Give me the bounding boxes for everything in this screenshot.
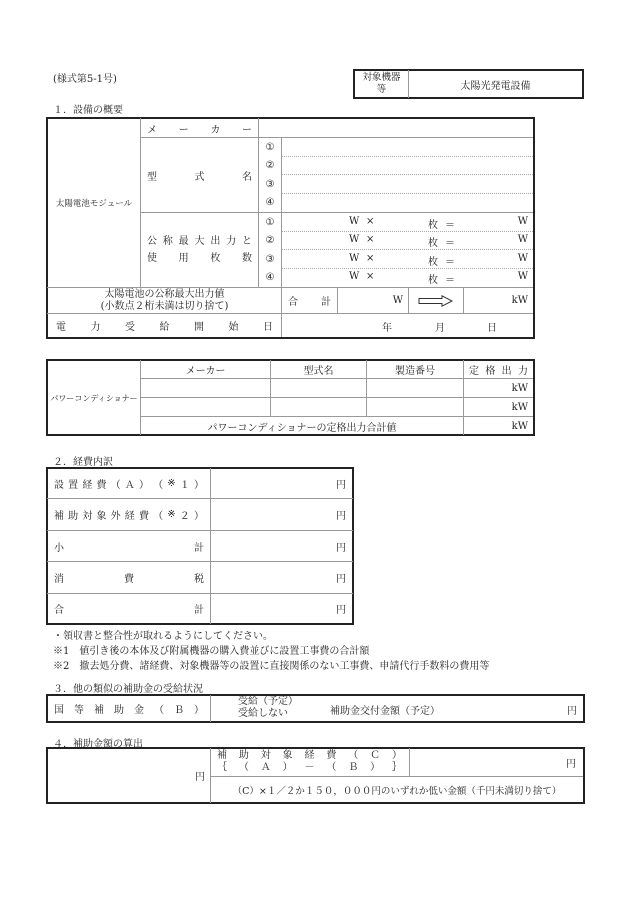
subtotal-field[interactable]: 円: [336, 542, 346, 554]
label-char: 計: [194, 605, 204, 616]
label-char: 費: [326, 750, 337, 761]
option-not-receiving[interactable]: 受給しない: [238, 708, 288, 719]
label-char: ー: [241, 124, 252, 136]
header-rated-output: [464, 361, 533, 378]
label-char: 対: [82, 511, 93, 522]
label-char: 計: [321, 297, 331, 308]
equals-sign: ＝: [445, 257, 455, 268]
solar-module-label: 太陽電池モジュール: [55, 199, 133, 209]
year-unit: 年: [382, 323, 392, 334]
label-char: ）: [194, 705, 204, 716]
row-number: ③: [265, 178, 275, 190]
label-char: 力: [226, 236, 237, 247]
model-name-field[interactable]: [282, 193, 533, 212]
consumption-tax-label: [48, 562, 210, 593]
pc-serial-field[interactable]: [367, 398, 463, 416]
label-char: 最: [178, 236, 189, 247]
label-char: －: [304, 762, 315, 773]
pc-maker-field[interactable]: [141, 398, 270, 416]
label-char: 称: [162, 236, 173, 247]
target-equipment-label: [355, 70, 408, 98]
target-equipment-value: 太陽光発電設備: [460, 80, 531, 92]
label-char: （: [348, 750, 359, 761]
label-char: ー: [178, 124, 189, 136]
label-char: Ｂ: [348, 762, 359, 773]
installation-cost-label: [48, 468, 210, 498]
sheets-unit: 枚: [428, 257, 438, 268]
model-name-label: [141, 138, 258, 212]
note-receipt: ・領収書と整合性が取れるようにしてください。: [53, 631, 273, 642]
pc-rated-output-field[interactable]: kW: [511, 382, 528, 394]
label-char: 国: [54, 705, 64, 716]
non-subsidy-cost-label: [48, 499, 210, 530]
total-w-field[interactable]: W: [392, 295, 403, 306]
target-cost-label: [211, 748, 409, 776]
label-char: 補: [54, 511, 64, 522]
unit-w: W: [349, 216, 360, 227]
row-number: ③: [265, 253, 275, 265]
times-sign: ×: [366, 271, 375, 282]
pc-total-field[interactable]: kW: [511, 420, 528, 432]
pc-serial-field[interactable]: [367, 379, 463, 397]
arrow-right-icon: [409, 288, 463, 313]
unit-w: W: [517, 216, 528, 227]
label-char: 合: [288, 297, 298, 308]
label-char: 象: [282, 750, 293, 761]
target-label-line2: 等: [376, 84, 387, 95]
nominal-max-output-label: [48, 288, 281, 313]
header-serial-number: 製造番号: [395, 366, 435, 377]
label-char: 用: [178, 253, 189, 264]
label-char: ※: [167, 477, 176, 489]
label-char: 費: [138, 511, 149, 522]
note-2: ※2 撤去処分費、諸経費、対象機器等の設置に直接関係のない工事費、申請代行手数料の費用等: [53, 661, 490, 672]
subtotal-label: [48, 531, 210, 561]
label-char: ２: [179, 511, 190, 522]
sheets-unit: 枚: [428, 220, 438, 231]
row-number: ②: [265, 234, 275, 246]
label-char: 式: [194, 171, 205, 183]
label-char: ）: [138, 479, 149, 491]
row-number: ④: [265, 197, 275, 208]
equals-sign: ＝: [445, 238, 455, 249]
total-label-line2: (小数点２桁未満は切り捨て): [100, 300, 229, 312]
label-char: 計: [194, 542, 204, 554]
label-char: 等: [74, 705, 84, 716]
subsidy-amount-label: 補助金交付金額（予定）: [330, 706, 440, 717]
model-name-field[interactable]: [282, 156, 533, 174]
option-receiving[interactable]: 受給（予定）: [238, 696, 298, 707]
label-char: （: [238, 762, 249, 773]
section2-title: ２．経費内訳: [53, 457, 113, 468]
label-char: （: [153, 511, 164, 522]
unit-w: W: [517, 253, 528, 264]
label-char: 力: [517, 366, 528, 377]
label-char: （: [153, 479, 164, 491]
total-kw-field[interactable]: kW: [511, 295, 528, 306]
row-number: ②: [265, 159, 275, 171]
label-char: 費: [96, 479, 107, 491]
label-char: 大: [194, 236, 205, 247]
header-model-name: 型式名: [303, 366, 334, 377]
label-char: 設: [54, 479, 64, 491]
label-char: ｛: [217, 762, 227, 773]
label-char: 出: [501, 366, 512, 377]
target-cost-field[interactable]: 円: [566, 758, 576, 770]
label-char: 象: [96, 511, 107, 522]
form-number: (様式第5-1号): [53, 74, 117, 85]
label-char: 格: [485, 366, 496, 377]
unit-w: W: [517, 234, 528, 245]
note-1: ※1 値引き後の本体及び附属機器の購入費並びに設置工事費の合計額: [53, 646, 370, 657]
label-char: Ｃ: [370, 750, 381, 761]
subsidy-formula: （C）×１／２か１５０，０００円のいずれか低い金額（千円未満切り捨て）: [232, 786, 562, 797]
pc-rated-output-field[interactable]: kW: [511, 401, 528, 413]
non-subsidy-cost-field[interactable]: 円: [336, 511, 346, 522]
times-sign: ×: [366, 216, 375, 227]
section3-title: ３．他の類似の補助金の受給状況: [53, 684, 203, 695]
label-char: 外: [110, 511, 121, 522]
label-char: メ: [147, 124, 157, 136]
pc-model-field[interactable]: [271, 379, 366, 397]
total-label-line1: 太陽電池の公称最大出力値: [104, 288, 225, 300]
label-char: ｝: [392, 762, 402, 773]
power-supply-start-date-label: [48, 314, 281, 337]
label-char: 受: [125, 322, 135, 333]
total-label: [282, 288, 337, 313]
label-char: 金: [134, 705, 144, 716]
unit-w: W: [349, 234, 360, 245]
output-row[interactable]: [282, 250, 533, 268]
label-char: Ｂ: [174, 705, 184, 716]
output-and-count-label: [141, 213, 258, 287]
section4-title: ４．補助金額の算出: [53, 739, 143, 750]
subsidy-amount-result-field[interactable]: 円: [195, 772, 205, 783]
unit-w: W: [349, 253, 360, 264]
label-char: 経: [304, 750, 315, 761]
power-conditioner-label: パワーコンディショナー: [50, 393, 138, 403]
sheets-unit: 枚: [428, 275, 438, 286]
label-char: （: [154, 705, 164, 716]
label-char: 小: [54, 542, 64, 554]
label-char: 助: [238, 750, 249, 761]
output-row[interactable]: [282, 213, 533, 231]
label-char: （: [110, 479, 121, 491]
label-char: 始: [228, 322, 239, 333]
pc-total-label: パワーコンディショナーの定格出力合計値: [207, 422, 397, 434]
output-row[interactable]: [282, 231, 533, 249]
pc-model-field[interactable]: [271, 398, 366, 416]
label-char: 消: [54, 574, 64, 585]
receipt-status-options[interactable]: [238, 696, 298, 720]
label-char: 助: [114, 705, 124, 716]
times-sign: ×: [366, 234, 375, 245]
label-char: カ: [210, 124, 221, 136]
label-char: 開: [194, 322, 204, 333]
label-char: 出: [210, 236, 221, 247]
label-char: １: [179, 479, 190, 491]
label-char: ）: [392, 750, 402, 761]
start-date-field[interactable]: [282, 314, 533, 337]
label-char: 補: [217, 750, 227, 761]
times-sign: ×: [366, 253, 375, 264]
label-char: 経: [82, 479, 93, 491]
label-char: 助: [68, 511, 79, 522]
model-name-field[interactable]: [282, 138, 533, 156]
label-char: 補: [94, 705, 104, 716]
maker-label: [141, 119, 258, 137]
consumption-tax-field[interactable]: 円: [336, 574, 346, 585]
equals-sign: ＝: [445, 220, 455, 231]
row-number: ①: [265, 216, 275, 228]
target-label-line1: 対象機器: [362, 72, 401, 83]
label-char: 使: [147, 253, 157, 264]
label-char: （: [326, 762, 337, 773]
equals-sign: ＝: [445, 275, 455, 286]
label-char: ）: [282, 762, 293, 773]
sheets-unit: 枚: [428, 238, 438, 249]
label-char: 型: [147, 171, 157, 183]
total-cost-field[interactable]: 円: [336, 605, 346, 616]
label-char: 名: [242, 171, 252, 183]
label-char: と: [241, 236, 252, 247]
section1-title: １．設備の概要: [53, 105, 123, 116]
label-char: ）: [370, 762, 381, 773]
output-row[interactable]: [282, 268, 533, 287]
label-char: 電: [56, 322, 66, 333]
header-maker: メーカー: [185, 366, 226, 377]
label-char: 定: [469, 366, 479, 377]
label-char: 給: [159, 322, 170, 333]
label-char: ）: [193, 511, 204, 522]
unit-w: W: [349, 271, 360, 282]
label-char: 公: [147, 236, 157, 247]
label-char: 力: [90, 322, 101, 333]
label-char: Ａ: [124, 479, 135, 491]
label-char: 費: [124, 574, 134, 585]
pc-maker-field[interactable]: [141, 379, 270, 397]
label-char: 税: [194, 574, 204, 585]
model-name-field[interactable]: [282, 175, 533, 193]
label-char: 合: [54, 605, 64, 616]
label-char: 枚: [210, 253, 221, 264]
month-unit: 月: [435, 323, 445, 334]
unit-w: W: [517, 271, 528, 282]
label-char: 対: [260, 750, 271, 761]
row-number: ④: [265, 272, 275, 283]
label-char: 経: [124, 511, 135, 522]
label-char: 数: [241, 253, 252, 264]
label-char: ）: [193, 479, 204, 491]
day-unit: 日: [487, 323, 497, 334]
installation-cost-field[interactable]: 円: [336, 479, 346, 491]
subsidy-amount-field[interactable]: 円: [567, 706, 577, 717]
national-subsidy-label: [48, 695, 210, 722]
label-char: ※: [167, 509, 176, 520]
total-cost-label: [48, 594, 210, 623]
label-char: Ａ: [260, 762, 271, 773]
label-char: 日: [263, 322, 273, 333]
maker-field[interactable]: [259, 119, 533, 137]
label-char: 置: [68, 479, 79, 491]
row-number: ①: [265, 141, 275, 153]
